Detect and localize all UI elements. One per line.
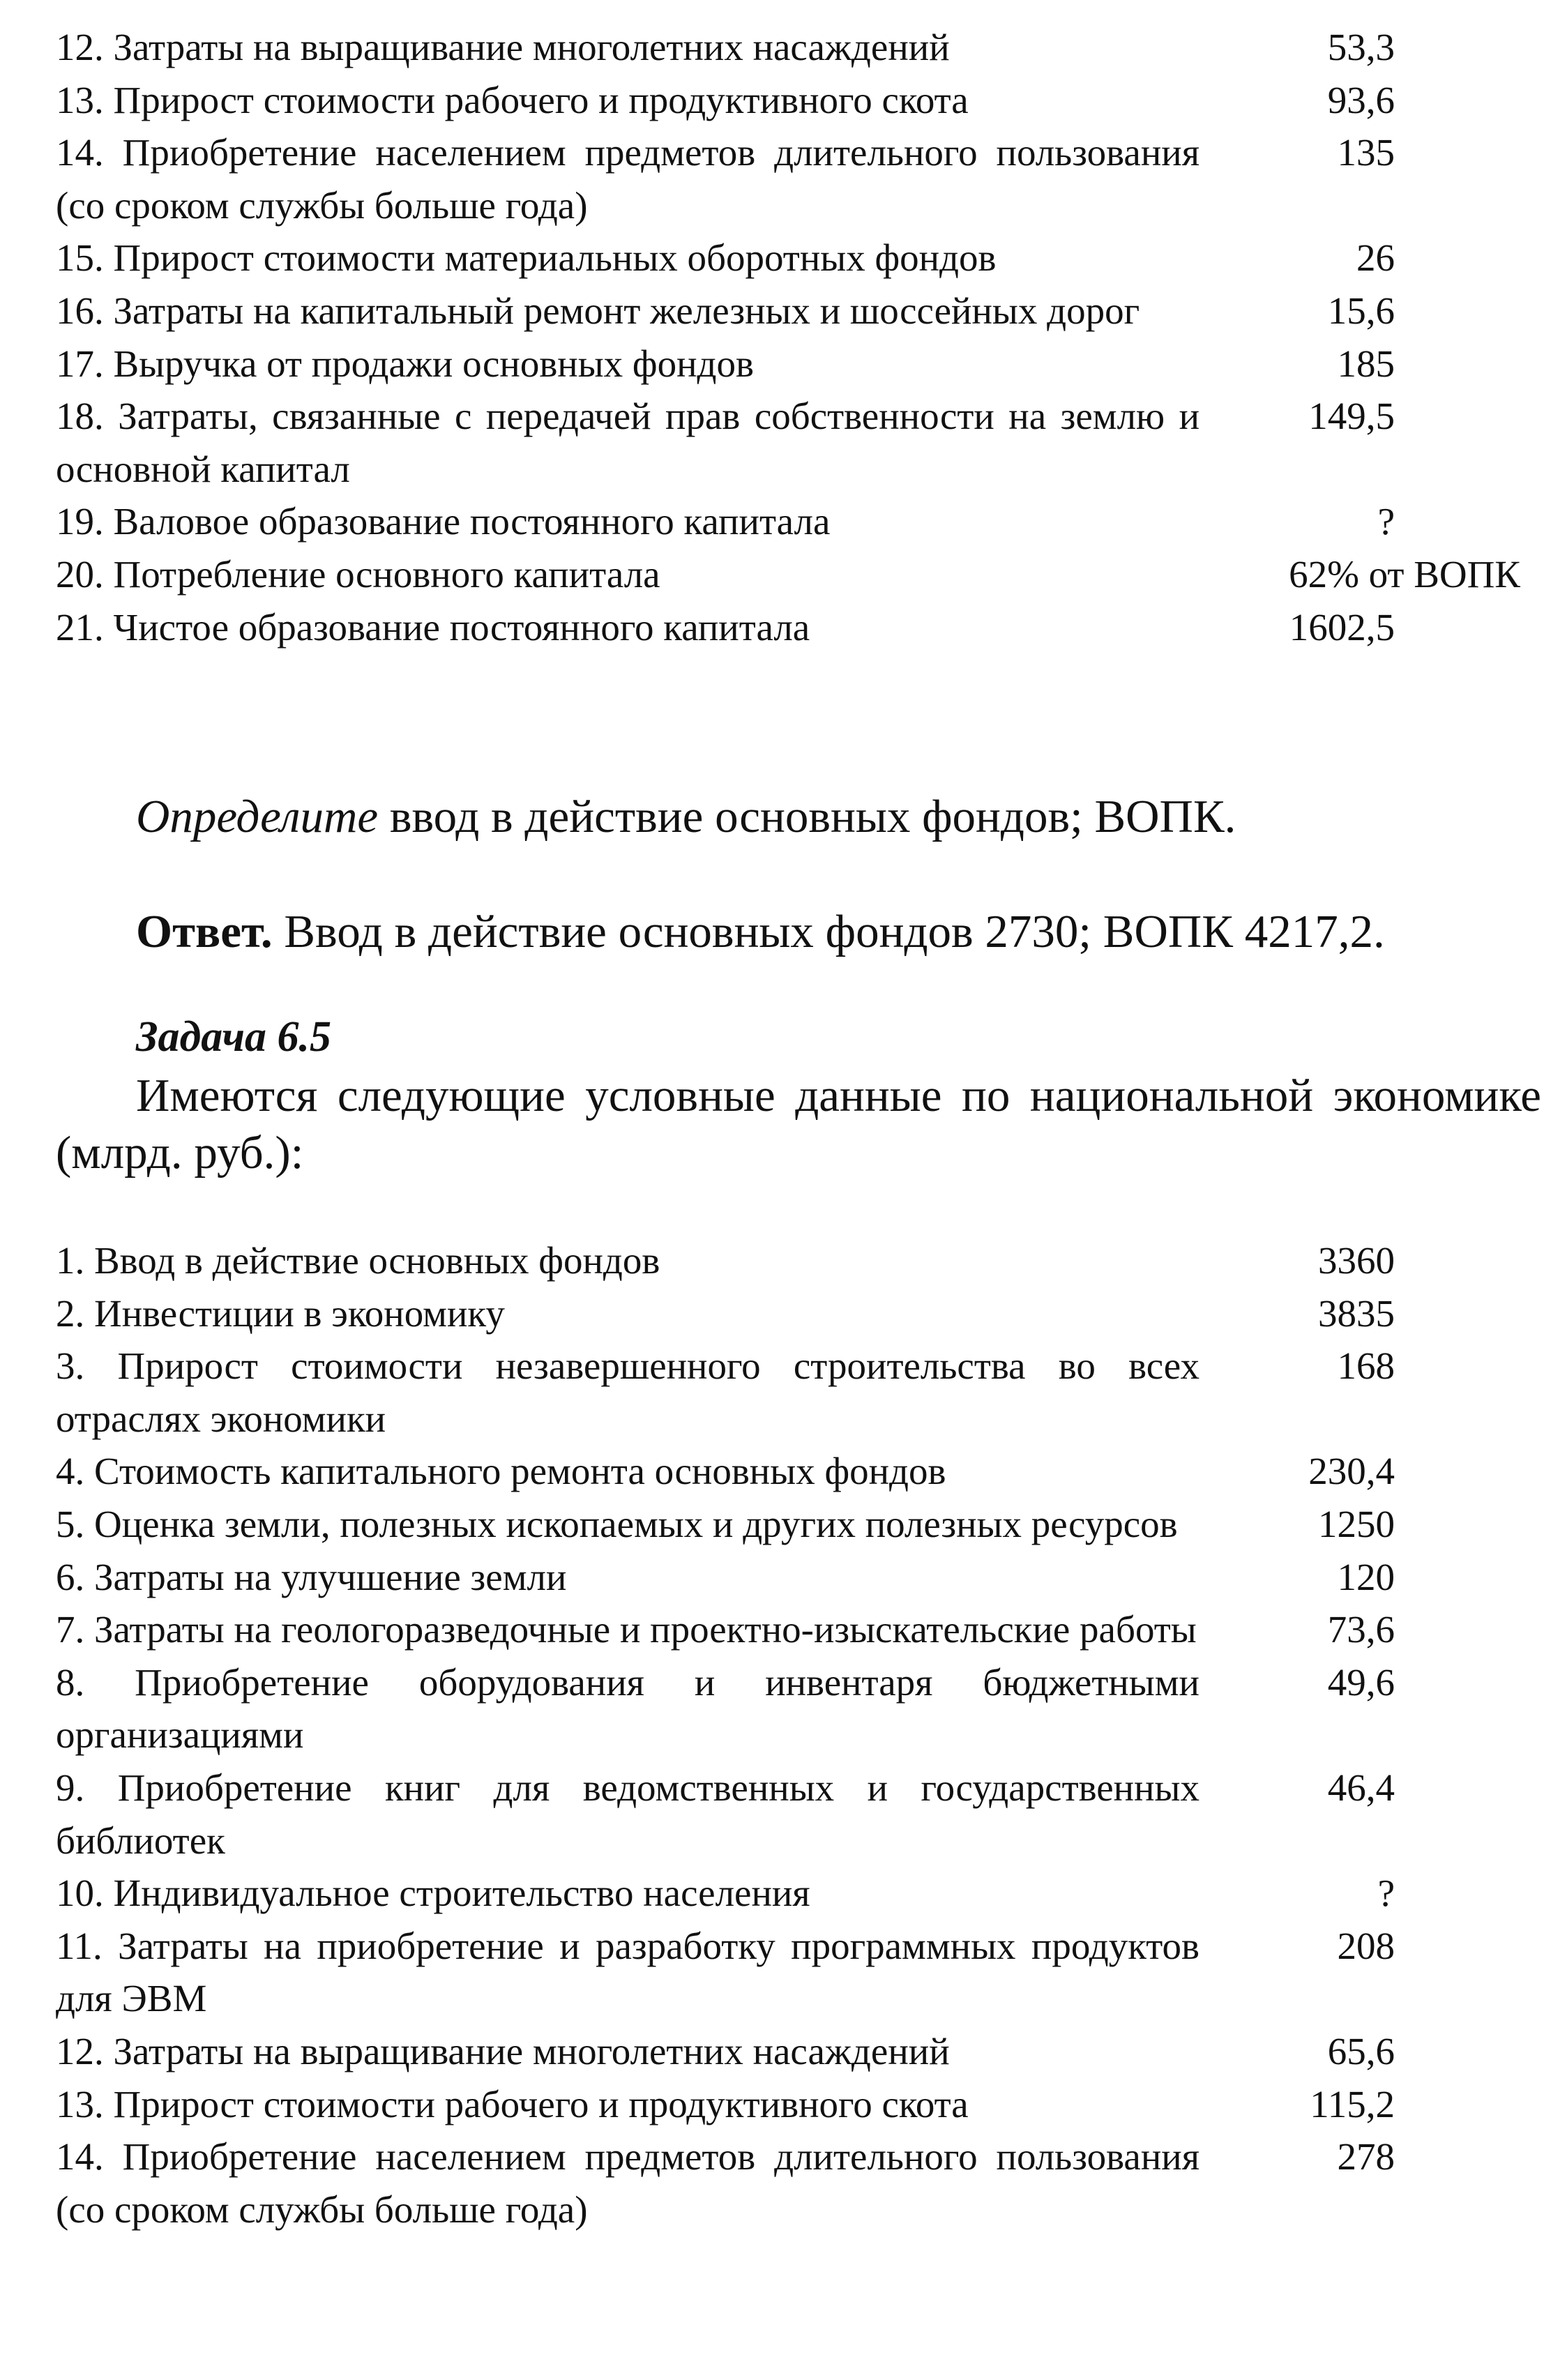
item-text: 4. Стоимость капитального ремонта основных фондов bbox=[56, 1450, 946, 1493]
answer-paragraph bbox=[136, 903, 1385, 960]
item-value: 46,4 bbox=[1327, 1766, 1395, 1809]
item-value: 168 bbox=[1337, 1344, 1395, 1388]
item-text: 13. Прирост стоимости рабочего и продуктивного скота bbox=[56, 78, 969, 121]
item-value: 65,6 bbox=[1327, 2029, 1395, 2072]
item-text: 12. Затраты на выращивание многолетних насаждений bbox=[56, 26, 950, 68]
list-item bbox=[56, 285, 1520, 338]
item-value: 3835 bbox=[1318, 1291, 1395, 1335]
item-text: 16. Затраты на капитальный ремонт железных и шоссейных дорог bbox=[56, 289, 1140, 332]
item-text: 5. Оценка земли, полезных ископаемых и других полезных ресурсов bbox=[56, 1502, 1178, 1545]
list-item bbox=[56, 601, 1520, 654]
list-item bbox=[56, 1340, 1520, 1445]
list-item bbox=[56, 2078, 1520, 2131]
list-item bbox=[56, 1761, 1520, 1867]
item-value: 26 bbox=[1356, 236, 1395, 280]
item-value: ? bbox=[1377, 500, 1395, 543]
answer-text: Ввод в действие основных фондов 2730; ВОПК 4217,2. bbox=[272, 906, 1385, 957]
list-item bbox=[56, 1234, 1520, 1287]
item-value: 1602,5 bbox=[1289, 605, 1395, 649]
item-value: 115,2 bbox=[1310, 2082, 1395, 2125]
item-text: 17. Выручка от продажи основных фондов bbox=[56, 342, 754, 385]
list-item bbox=[56, 1656, 1520, 1761]
item-value: 230,4 bbox=[1308, 1450, 1395, 1493]
item-value: 62% от ВОПК bbox=[1289, 552, 1520, 596]
list-item bbox=[56, 495, 1520, 548]
item-text: 15. Прирост стоимости материальных оборотных фондов bbox=[56, 236, 997, 280]
list-item bbox=[56, 1445, 1520, 1498]
item-value: 135 bbox=[1337, 131, 1395, 174]
item-text: 6. Затраты на улучшение земли bbox=[56, 1555, 567, 1598]
list-item bbox=[56, 126, 1520, 232]
list-item bbox=[56, 1603, 1520, 1656]
item-value: 73,6 bbox=[1327, 1608, 1395, 1651]
task-intro: Имеются следующие условные данные по национальной экономике (млрд. руб.): bbox=[56, 1070, 1541, 1178]
question-text: ввод в действие основных фондов; ВОПК. bbox=[378, 791, 1236, 842]
list-item bbox=[56, 548, 1520, 601]
item-value: 93,6 bbox=[1327, 78, 1395, 121]
indicator-list-top bbox=[56, 21, 1520, 653]
list-item bbox=[56, 1867, 1520, 1920]
task-title: Задача 6.5 bbox=[136, 1013, 332, 1061]
list-item bbox=[56, 1920, 1520, 2025]
item-value: 120 bbox=[1337, 1555, 1395, 1598]
item-value: 149,5 bbox=[1308, 395, 1395, 438]
item-text: 12. Затраты на выращивание многолетних насаждений bbox=[56, 2029, 950, 2072]
answer-label: Ответ. bbox=[136, 906, 273, 957]
item-text: 1. Ввод в действие основных фондов bbox=[56, 1239, 660, 1282]
item-text: 2. Инвестиции в экономику bbox=[56, 1291, 505, 1335]
item-text: 13. Прирост стоимости рабочего и продуктивного скота bbox=[56, 2082, 969, 2125]
item-text: 11. Затраты на приобретение и разработку программных продуктов для ЭВМ bbox=[56, 1924, 1199, 2020]
question-paragraph bbox=[136, 788, 1236, 845]
item-text: 21. Чистое образование постоянного капитала bbox=[56, 605, 810, 649]
question-label: Определите bbox=[136, 791, 379, 842]
list-item bbox=[56, 338, 1520, 391]
item-text: 7. Затраты на геологоразведочные и проектно-изыскательские работы bbox=[56, 1608, 1197, 1651]
item-value: ? bbox=[1377, 1872, 1395, 1915]
item-value: 15,6 bbox=[1327, 289, 1395, 332]
item-text: 8. Приобретение оборудования и инвентаря бюджетными организациями bbox=[56, 1660, 1199, 1757]
item-text: 14. Приобретение населением предметов длительного пользования (со сроком службы больше года) bbox=[56, 2135, 1199, 2231]
list-item bbox=[56, 232, 1520, 285]
list-item bbox=[56, 1551, 1520, 1604]
list-item bbox=[56, 2025, 1520, 2078]
list-item bbox=[56, 1498, 1520, 1551]
item-text: 10. Индивидуальное строительство населения bbox=[56, 1872, 810, 1915]
item-value: 53,3 bbox=[1327, 26, 1395, 68]
item-value: 1250 bbox=[1318, 1502, 1395, 1545]
item-text: 19. Валовое образование постоянного капитала bbox=[56, 500, 831, 543]
list-item bbox=[56, 21, 1520, 74]
item-value: 3360 bbox=[1318, 1239, 1395, 1282]
item-value: 208 bbox=[1337, 1924, 1395, 1967]
indicator-list-bottom bbox=[56, 1234, 1520, 2236]
list-item bbox=[56, 74, 1520, 127]
item-value: 185 bbox=[1337, 342, 1395, 385]
item-text: 3. Прирост стоимости незавершенного строительства во всех отраслях экономики bbox=[56, 1344, 1199, 1440]
item-text: 14. Приобретение населением предметов длительного пользования (со сроком службы больше года) bbox=[56, 131, 1199, 227]
list-item bbox=[56, 1287, 1520, 1340]
item-value: 278 bbox=[1337, 2135, 1395, 2178]
item-value: 49,6 bbox=[1327, 1660, 1395, 1704]
item-text: 18. Затраты, связанные с передачей прав собственности на землю и основной капитал bbox=[56, 395, 1199, 490]
item-text: 9. Приобретение книг для ведомственных и государственных библиотек bbox=[56, 1766, 1199, 1862]
list-item bbox=[56, 2130, 1520, 2236]
list-item bbox=[56, 390, 1520, 495]
item-text: 20. Потребление основного капитала bbox=[56, 552, 660, 596]
